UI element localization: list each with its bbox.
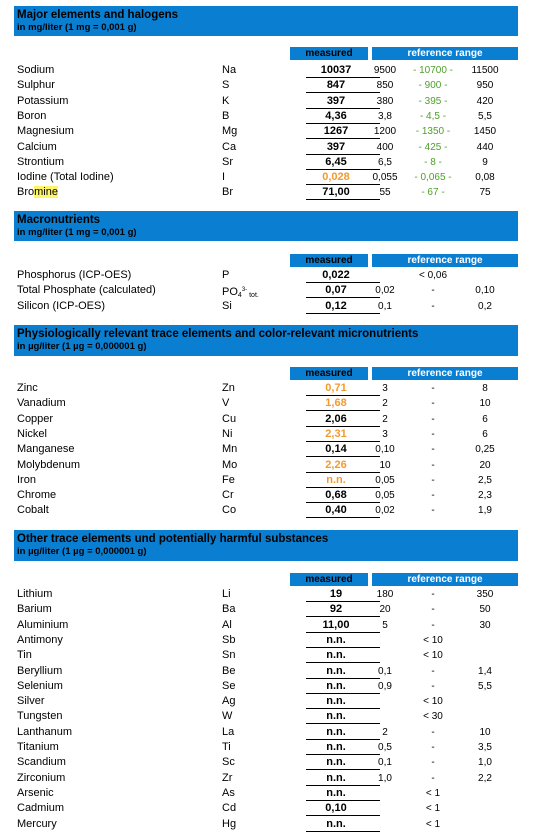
range-separator: - bbox=[431, 619, 435, 631]
range-separator: - bbox=[431, 428, 435, 440]
range-separator: - bbox=[431, 285, 435, 297]
range-high: 950 bbox=[476, 80, 494, 92]
table-row bbox=[14, 109, 518, 124]
table-row bbox=[14, 185, 518, 200]
range-target: - 10700 - bbox=[412, 65, 454, 76]
range-high: 440 bbox=[476, 141, 494, 153]
measured-value: 0,40 bbox=[290, 503, 382, 518]
table-row bbox=[14, 442, 518, 457]
element-name: Sulphur bbox=[17, 79, 55, 92]
section-unit: in mg/liter (1 mg = 0,001 g) bbox=[17, 22, 137, 33]
range-limit: < 10 bbox=[423, 634, 443, 646]
table-row bbox=[14, 817, 518, 832]
range-low: 1,0 bbox=[378, 772, 392, 784]
range-high: 350 bbox=[476, 589, 494, 600]
measured-value: 19 bbox=[290, 587, 382, 602]
table-row bbox=[14, 427, 518, 442]
section-title: Physiologically relevant trace elements and color-relevant micronutrients bbox=[17, 328, 419, 340]
range-low: 0,5 bbox=[378, 742, 392, 753]
element-symbol: Mg bbox=[222, 125, 238, 138]
measured-value: 0,71 bbox=[290, 381, 382, 396]
element-symbol: Zr bbox=[222, 771, 233, 784]
range-high: 1,0 bbox=[478, 757, 492, 769]
range-separator: - bbox=[431, 589, 435, 600]
measured-value: 2,31 bbox=[290, 427, 382, 442]
table-row bbox=[14, 679, 518, 694]
measured-value: n.n. bbox=[290, 633, 382, 648]
section-title: Other trace elements und potentially harmful substances bbox=[17, 533, 329, 545]
table-row bbox=[14, 268, 518, 283]
element-symbol: Na bbox=[222, 64, 237, 76]
element-symbol: As bbox=[222, 786, 235, 799]
range-target: - 67 - bbox=[421, 187, 445, 199]
range-target: - 8 - bbox=[424, 156, 442, 168]
range-high: 2,2 bbox=[478, 772, 492, 784]
range-low: 380 bbox=[376, 95, 394, 107]
table-row bbox=[14, 63, 518, 78]
range-low: 0,02 bbox=[375, 285, 395, 297]
element-name: Iron bbox=[17, 473, 36, 486]
table-row bbox=[14, 648, 518, 663]
element-symbol: Cr bbox=[222, 489, 234, 502]
table-row bbox=[14, 740, 518, 755]
element-name: Barium bbox=[17, 603, 52, 616]
element-symbol: Be bbox=[222, 664, 236, 677]
range-low: 0,05 bbox=[375, 474, 395, 486]
measured-value: n.n. bbox=[290, 679, 382, 694]
measured-value: 1267 bbox=[290, 124, 382, 139]
element-symbol: Mn bbox=[222, 443, 238, 456]
range-low: 2 bbox=[382, 726, 388, 738]
measured-value: n.n. bbox=[290, 755, 382, 770]
table-row bbox=[14, 473, 518, 488]
table-row bbox=[14, 94, 518, 109]
name-part: Bro bbox=[17, 186, 35, 199]
range-low: 1200 bbox=[373, 126, 397, 138]
element-name: Lithium bbox=[17, 588, 53, 600]
element-symbol: W bbox=[222, 710, 233, 723]
table-row bbox=[14, 771, 518, 786]
element-symbol: Cd bbox=[222, 802, 237, 815]
range-low: 20 bbox=[379, 604, 391, 616]
element-symbol: Se bbox=[222, 679, 236, 692]
measured-column-header: measured bbox=[290, 367, 368, 380]
measured-value: n.n. bbox=[290, 648, 382, 663]
range-high: 3,5 bbox=[478, 742, 492, 753]
symbol-suffix: tot. bbox=[247, 292, 259, 300]
element-name: Silicon (ICP-OES) bbox=[17, 299, 106, 312]
range-separator: - bbox=[431, 772, 435, 784]
range-target: - 425 - bbox=[418, 141, 448, 153]
range-high: 9 bbox=[482, 156, 488, 168]
range-high: 5,5 bbox=[478, 110, 492, 122]
measured-value: 11,00 bbox=[290, 618, 382, 633]
element-symbol: B bbox=[222, 109, 230, 122]
range-high: 10 bbox=[479, 398, 491, 410]
table-row bbox=[14, 801, 518, 816]
range-separator: - bbox=[431, 490, 435, 502]
table-row bbox=[14, 618, 518, 633]
range-target: - 4,5 - bbox=[419, 110, 447, 122]
reference-column-header: reference range bbox=[372, 47, 518, 60]
range-low: 850 bbox=[376, 80, 394, 92]
range-target: - 395 - bbox=[418, 95, 448, 107]
range-high: 0,25 bbox=[475, 444, 495, 456]
table-row bbox=[14, 381, 518, 396]
range-low: 6,5 bbox=[378, 156, 392, 168]
range-high: 2,5 bbox=[478, 474, 492, 486]
reference-column-header: reference range bbox=[372, 573, 518, 586]
element-name: Sodium bbox=[17, 64, 55, 76]
range-low: 0,05 bbox=[375, 490, 395, 502]
range-low: 2 bbox=[382, 413, 388, 425]
range-separator: - bbox=[431, 665, 435, 677]
range-high: 0,10 bbox=[475, 285, 495, 297]
table-row bbox=[14, 412, 518, 427]
element-name: Phosphorus (ICP-OES) bbox=[17, 269, 132, 281]
table-row bbox=[14, 709, 518, 724]
range-limit: < 10 bbox=[423, 696, 443, 708]
element-symbol: Hg bbox=[222, 817, 237, 830]
range-low: 180 bbox=[376, 589, 394, 600]
table-row bbox=[14, 587, 518, 602]
measured-value: n.n. bbox=[290, 664, 382, 679]
element-name: Calcium bbox=[17, 140, 57, 153]
range-high: 10 bbox=[479, 726, 491, 738]
range-high: 5,5 bbox=[478, 680, 492, 692]
section-header-trace-elements bbox=[14, 325, 518, 356]
range-high: 30 bbox=[479, 619, 491, 631]
symbol-base: PO bbox=[222, 286, 238, 299]
element-name: Molybdenum bbox=[17, 458, 80, 471]
table-row bbox=[14, 633, 518, 648]
measured-value: 2,06 bbox=[290, 412, 382, 427]
element-symbol: Ba bbox=[222, 603, 236, 616]
range-limit: < 1 bbox=[425, 818, 441, 830]
table-row bbox=[14, 694, 518, 709]
range-high: 2,3 bbox=[478, 490, 492, 502]
range-target: - 1350 - bbox=[415, 126, 451, 138]
measured-value: 4,36 bbox=[290, 109, 382, 124]
range-low: 9500 bbox=[373, 65, 397, 76]
range-low: 5 bbox=[382, 619, 388, 631]
element-name: Cadmium bbox=[17, 802, 65, 815]
range-target: - 0,065 - bbox=[414, 172, 452, 184]
table-row bbox=[14, 664, 518, 679]
element-name: Silver bbox=[17, 695, 45, 708]
element-symbol: Ni bbox=[222, 427, 233, 440]
section-unit: in µg/liter (1 µg = 0,000001 g) bbox=[17, 341, 147, 352]
symbol-subscript: 4 bbox=[237, 292, 242, 300]
element-name: Total Phosphate (calculated) bbox=[17, 284, 156, 297]
measured-value: 0,028 bbox=[290, 170, 382, 185]
table-row bbox=[14, 755, 518, 770]
element-name: Strontium bbox=[17, 155, 65, 168]
element-name: Iodine (Total Iodine) bbox=[17, 171, 114, 184]
element-symbol: Br bbox=[222, 186, 233, 199]
measured-value: n.n. bbox=[290, 786, 382, 801]
section-header-major bbox=[14, 6, 518, 36]
element-name: Chrome bbox=[17, 489, 57, 502]
range-separator: - bbox=[431, 474, 435, 486]
measured-value: n.n. bbox=[290, 709, 382, 724]
range-separator: - bbox=[431, 459, 435, 471]
element-symbol: Ti bbox=[222, 741, 231, 753]
table-row bbox=[14, 124, 518, 139]
element-symbol: Co bbox=[222, 504, 237, 517]
element-symbol: La bbox=[222, 725, 235, 738]
table-row bbox=[14, 786, 518, 801]
measured-value: 6,45 bbox=[290, 155, 382, 170]
range-target: - 900 - bbox=[418, 80, 448, 92]
range-separator: - bbox=[431, 726, 435, 738]
measured-value: 397 bbox=[290, 140, 382, 155]
range-limit: < 1 bbox=[425, 787, 441, 799]
table-row bbox=[14, 78, 518, 93]
element-name: Titanium bbox=[17, 741, 59, 753]
element-name: Tin bbox=[17, 649, 32, 662]
element-symbol: Sr bbox=[222, 155, 233, 168]
element-name bbox=[17, 185, 58, 200]
element-name: Zirconium bbox=[17, 771, 66, 784]
range-high: 1,4 bbox=[478, 665, 492, 677]
measured-value: 0,68 bbox=[290, 488, 382, 503]
element-symbol: Sn bbox=[222, 649, 236, 662]
element-name: Potassium bbox=[17, 94, 69, 107]
range-low: 3,8 bbox=[378, 110, 392, 122]
table-row bbox=[14, 396, 518, 411]
measured-value: 0,12 bbox=[290, 299, 382, 314]
element-name: Scandium bbox=[17, 756, 66, 769]
element-symbol: Ca bbox=[222, 140, 237, 153]
measured-value: n.n. bbox=[290, 473, 382, 488]
range-low: 0,9 bbox=[378, 680, 392, 692]
range-separator: - bbox=[431, 505, 435, 517]
range-high: 20 bbox=[479, 459, 491, 471]
element-name: Boron bbox=[17, 109, 47, 122]
measured-value: n.n. bbox=[290, 771, 382, 786]
range-high: 0,08 bbox=[475, 172, 495, 184]
section-header-other-trace-elements bbox=[14, 530, 518, 561]
element-symbol: I bbox=[222, 171, 226, 184]
table-row bbox=[14, 488, 518, 503]
element-symbol: S bbox=[222, 79, 230, 92]
measured-value: 92 bbox=[290, 602, 382, 617]
measured-value: 0,14 bbox=[290, 442, 382, 457]
range-separator: - bbox=[431, 742, 435, 753]
symbol-superscript: 3- bbox=[241, 287, 248, 294]
element-symbol: V bbox=[222, 397, 230, 410]
measured-value: n.n. bbox=[290, 740, 382, 755]
range-low: 0,1 bbox=[378, 757, 392, 769]
measured-column-header: measured bbox=[290, 254, 368, 267]
range-separator: - bbox=[431, 757, 435, 769]
range-high: 1450 bbox=[473, 126, 497, 138]
section-unit: in µg/liter (1 µg = 0,000001 g) bbox=[17, 546, 147, 557]
range-high: 75 bbox=[479, 187, 491, 199]
element-symbol: Ag bbox=[222, 695, 236, 708]
section-unit: in mg/liter (1 mg = 0,001 g) bbox=[17, 227, 137, 238]
measured-value: 397 bbox=[290, 94, 382, 109]
range-high: 0,2 bbox=[478, 300, 492, 312]
element-name: Antimony bbox=[17, 633, 63, 646]
element-name: Cobalt bbox=[17, 504, 49, 517]
measured-value: 1,68 bbox=[290, 396, 382, 411]
range-low: 55 bbox=[379, 187, 391, 199]
element-name: Zinc bbox=[17, 382, 38, 394]
element-symbol: Fe bbox=[222, 473, 235, 486]
range-high: 420 bbox=[476, 95, 494, 107]
section-title: Macronutrients bbox=[17, 214, 101, 226]
range-high: 6 bbox=[482, 413, 488, 425]
measured-value: n.n. bbox=[290, 817, 382, 832]
range-low: 3 bbox=[382, 383, 388, 394]
range-separator: - bbox=[431, 383, 435, 394]
table-row bbox=[14, 170, 518, 185]
table-row bbox=[14, 503, 518, 518]
table-row bbox=[14, 299, 518, 314]
range-separator: - bbox=[431, 444, 435, 456]
range-limit: < 10 bbox=[423, 650, 443, 662]
range-low: 0,10 bbox=[375, 444, 395, 456]
range-high: 8 bbox=[482, 383, 488, 394]
element-symbol: Sc bbox=[222, 756, 235, 769]
range-high: 50 bbox=[479, 604, 491, 616]
element-symbol: Sb bbox=[222, 633, 236, 646]
table-row bbox=[14, 140, 518, 155]
measured-value: 0,022 bbox=[290, 268, 382, 283]
range-low: 0,055 bbox=[372, 172, 398, 184]
element-name: Vanadium bbox=[17, 397, 66, 410]
measured-value: 10037 bbox=[290, 63, 382, 78]
range-limit: < 30 bbox=[423, 711, 443, 723]
section-title: Major elements and halogens bbox=[17, 9, 179, 21]
measured-value: 2,26 bbox=[290, 458, 382, 473]
element-name: Selenium bbox=[17, 679, 63, 692]
measured-value: 0,10 bbox=[290, 801, 382, 816]
table-row bbox=[14, 155, 518, 170]
section-header-macronutrients bbox=[14, 211, 518, 241]
measured-column-header: measured bbox=[290, 573, 368, 586]
range-high: 1,9 bbox=[478, 505, 492, 517]
element-symbol: Cu bbox=[222, 412, 237, 425]
range-high: 11500 bbox=[471, 65, 499, 76]
range-separator: - bbox=[431, 680, 435, 692]
element-symbol: Si bbox=[222, 299, 232, 312]
element-name: Tungsten bbox=[17, 710, 63, 723]
range-low: 3 bbox=[382, 428, 388, 440]
element-symbol: Mo bbox=[222, 458, 238, 471]
element-name: Copper bbox=[17, 412, 54, 425]
element-name: Aluminium bbox=[17, 618, 69, 631]
range-separator: - bbox=[431, 604, 435, 616]
range-low: 400 bbox=[376, 141, 394, 153]
range-limit: < 1 bbox=[425, 803, 441, 815]
range-high: 6 bbox=[482, 428, 488, 440]
element-symbol: Al bbox=[222, 618, 232, 631]
range-limit: < 0,06 bbox=[418, 270, 448, 281]
range-low: 0,1 bbox=[378, 300, 392, 312]
element-name: Arsenic bbox=[17, 786, 54, 799]
range-separator: - bbox=[431, 398, 435, 410]
element-symbol: K bbox=[222, 94, 230, 107]
range-low: 0,02 bbox=[375, 505, 395, 517]
range-low: 10 bbox=[379, 459, 391, 471]
measured-value: 71,00 bbox=[290, 185, 382, 200]
element-name: Beryllium bbox=[17, 664, 63, 677]
measured-column-header: measured bbox=[290, 47, 368, 60]
range-low: 0,1 bbox=[378, 665, 392, 677]
element-symbol: Zn bbox=[222, 382, 235, 394]
element-name: Magnesium bbox=[17, 125, 74, 138]
reference-column-header: reference range bbox=[372, 367, 518, 380]
element-symbol: P bbox=[222, 269, 230, 281]
measured-value: 0,07 bbox=[290, 283, 382, 298]
measured-value: n.n. bbox=[290, 694, 382, 709]
range-separator: - bbox=[431, 413, 435, 425]
element-name: Lanthanum bbox=[17, 725, 73, 738]
element-name: Mercury bbox=[17, 817, 57, 830]
reference-column-header: reference range bbox=[372, 254, 518, 267]
measured-value: 847 bbox=[290, 78, 382, 93]
table-row bbox=[14, 725, 518, 740]
highlighted-text: mine bbox=[34, 186, 58, 199]
measured-value: n.n. bbox=[290, 725, 382, 740]
element-name: Nickel bbox=[17, 427, 47, 440]
table-row bbox=[14, 602, 518, 617]
table-row bbox=[14, 458, 518, 473]
range-low: 2 bbox=[382, 398, 388, 410]
table-row bbox=[14, 283, 518, 298]
element-name: Manganese bbox=[17, 443, 75, 456]
element-symbol: Li bbox=[222, 588, 231, 600]
range-separator: - bbox=[431, 300, 435, 312]
